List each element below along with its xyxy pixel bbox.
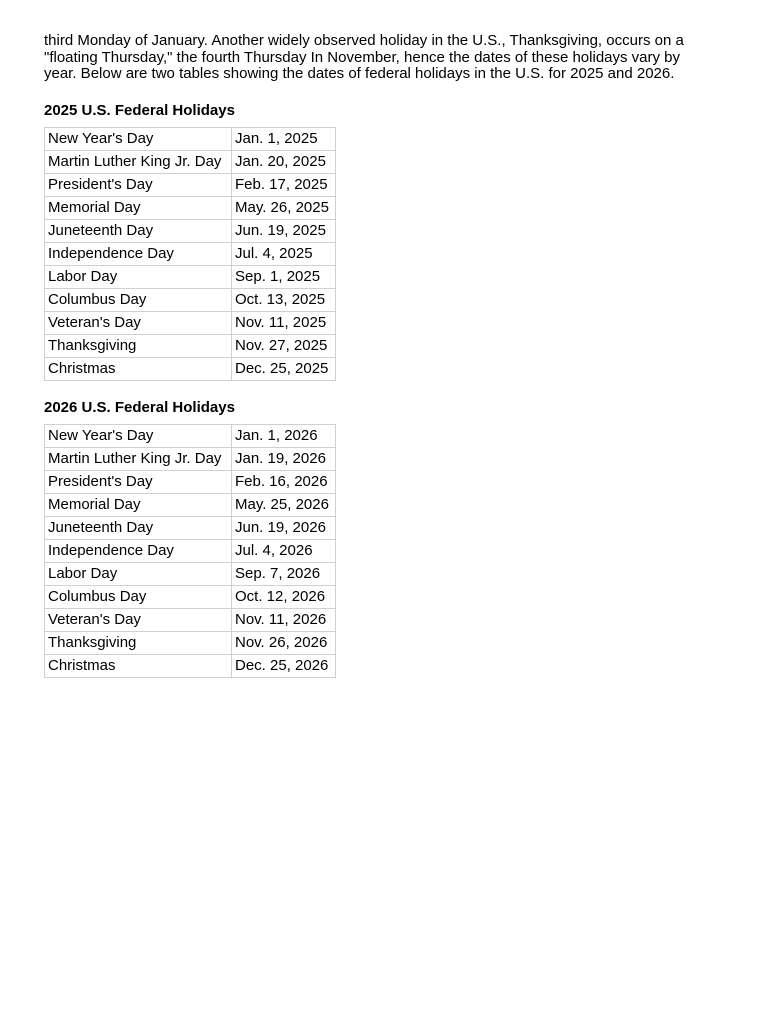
holiday-date: Dec. 25, 2026 — [232, 654, 336, 677]
holiday-date: Oct. 13, 2025 — [232, 288, 336, 311]
table-row — [45, 424, 336, 447]
table-row — [45, 311, 336, 334]
holiday-date: Jan. 20, 2025 — [232, 150, 336, 173]
holiday-name: Veteran's Day — [45, 311, 232, 334]
holiday-date: Jul. 4, 2025 — [232, 242, 336, 265]
table-row — [45, 265, 336, 288]
holiday-date: Jan. 1, 2026 — [232, 424, 336, 447]
intro-paragraph — [44, 33, 724, 83]
table-row — [45, 196, 336, 219]
holiday-date: Jun. 19, 2026 — [232, 516, 336, 539]
table-row — [45, 470, 336, 493]
table-row — [45, 288, 336, 311]
holiday-name: New Year's Day — [45, 424, 232, 447]
table-row — [45, 357, 336, 380]
holiday-date: Oct. 12, 2026 — [232, 585, 336, 608]
holiday-name: President's Day — [45, 173, 232, 196]
table-2025-title: 2025 U.S. Federal Holidays — [44, 101, 235, 119]
holiday-date: Dec. 25, 2025 — [232, 357, 336, 380]
holiday-date: Jul. 4, 2026 — [232, 539, 336, 562]
holiday-name: Christmas — [45, 357, 232, 380]
table-row — [45, 242, 336, 265]
holiday-name: Independence Day — [45, 242, 232, 265]
holiday-name: Labor Day — [45, 562, 232, 585]
holiday-name: Thanksgiving — [45, 334, 232, 357]
holiday-name: Christmas — [45, 654, 232, 677]
holiday-name: Veteran's Day — [45, 608, 232, 631]
table-2026-title: 2026 U.S. Federal Holidays — [44, 398, 235, 416]
table-row — [45, 654, 336, 677]
holiday-name: Juneteenth Day — [45, 219, 232, 242]
holiday-date: Jun. 19, 2025 — [232, 219, 336, 242]
holiday-name: New Year's Day — [45, 127, 232, 150]
holiday-date: Jan. 1, 2025 — [232, 127, 336, 150]
holiday-name: Martin Luther King Jr. Day — [45, 150, 232, 173]
table-row — [45, 219, 336, 242]
holiday-name: Columbus Day — [45, 288, 232, 311]
document-page — [44, 33, 724, 678]
holiday-date: Sep. 7, 2026 — [232, 562, 336, 585]
holiday-date: Feb. 17, 2025 — [232, 173, 336, 196]
holidays-table-2026 — [44, 424, 336, 678]
intro-line-3: year. Below are two tables showing the dates of federal holidays in the U.S. for 2025 and 2026. — [44, 65, 675, 82]
holiday-date: Nov. 27, 2025 — [232, 334, 336, 357]
table-row — [45, 539, 336, 562]
holiday-name: Labor Day — [45, 265, 232, 288]
holiday-date: Nov. 11, 2025 — [232, 311, 336, 334]
holidays-table-2025 — [44, 127, 336, 381]
holiday-name: Juneteenth Day — [45, 516, 232, 539]
table-row — [45, 127, 336, 150]
table-row — [45, 562, 336, 585]
holiday-date: May. 26, 2025 — [232, 196, 336, 219]
holiday-date: Feb. 16, 2026 — [232, 470, 336, 493]
table-row — [45, 608, 336, 631]
table-row — [45, 585, 336, 608]
intro-line-1: third Monday of January. Another widely observed holiday in the U.S., Thanksgiving, occurs on a — [44, 32, 684, 49]
holiday-name: Memorial Day — [45, 493, 232, 516]
holiday-name: Thanksgiving — [45, 631, 232, 654]
table-row — [45, 334, 336, 357]
holiday-date: Sep. 1, 2025 — [232, 265, 336, 288]
table-row — [45, 631, 336, 654]
table-row — [45, 516, 336, 539]
holiday-date: May. 25, 2026 — [232, 493, 336, 516]
holiday-date: Nov. 26, 2026 — [232, 631, 336, 654]
holiday-date: Jan. 19, 2026 — [232, 447, 336, 470]
holiday-name: Martin Luther King Jr. Day — [45, 447, 232, 470]
table-row — [45, 447, 336, 470]
holiday-name: President's Day — [45, 470, 232, 493]
holiday-name: Columbus Day — [45, 585, 232, 608]
holiday-name: Independence Day — [45, 539, 232, 562]
table-row — [45, 150, 336, 173]
table-row — [45, 493, 336, 516]
intro-line-2: "floating Thursday," the fourth Thursday In November, hence the dates of these holidays vary by — [44, 48, 681, 66]
holiday-name: Memorial Day — [45, 196, 232, 219]
table-row — [45, 173, 336, 196]
holiday-date: Nov. 11, 2026 — [232, 608, 336, 631]
